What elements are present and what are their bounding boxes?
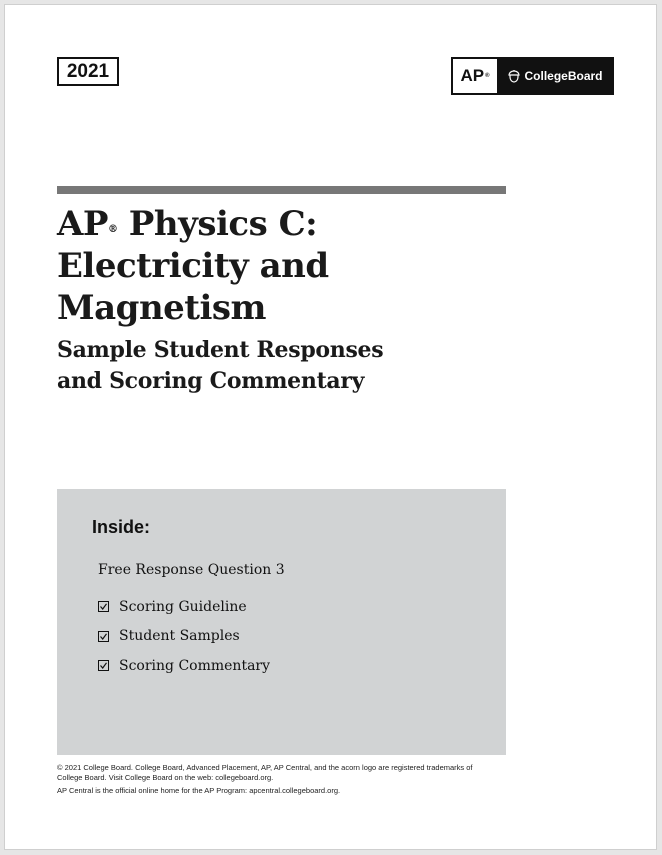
registered-mark: ® [485,73,490,79]
list-item [98,622,270,652]
acorn-icon [508,70,520,83]
document-subtitle [57,335,507,397]
list-item [98,651,270,681]
checkbox-checked-icon [98,631,109,642]
ap-logo-text: AP [460,66,485,85]
registered-mark: ® [107,224,118,235]
copyright-notice: © 2021 College Board. College Board, Advanced Placement, AP, AP Central, and the acorn logo are registered trademarks of College Board. Visit College Board on the web: collegeboard.org. [57,763,473,782]
year-badge: 2021 [57,57,119,86]
subtitle-line-1: Sample Student Responses [57,337,384,363]
title-rule [57,186,506,194]
ap-central-notice: AP Central is the official online home for the AP Program: apcentral.collegeboard.org. [57,786,341,795]
list-item-label: Student Samples [119,628,240,645]
footer [57,763,497,796]
checkbox-checked-icon [98,660,109,671]
inside-box [57,489,506,755]
list-item-label: Scoring Commentary [119,657,271,674]
inside-heading: Inside: [92,517,151,537]
ap-college-board-logo [451,57,614,95]
list-item [98,592,270,622]
contents-list [98,592,270,681]
title-line-3: Magnetism [57,288,267,328]
college-board-logo-text: CollegeBoard [524,69,603,83]
ap-logo [453,59,499,93]
list-item-label: Scoring Guideline [119,598,247,615]
title-line-1: AP® Physics C: [57,204,318,244]
document-title [57,203,507,329]
subtitle-line-2: and Scoring Commentary [57,368,365,394]
checkbox-checked-icon [98,601,109,612]
title-line-2: Electricity and [57,246,329,286]
question-label: Free Response Question 3 [98,562,285,578]
college-board-logo [499,59,612,93]
document-page [4,4,657,850]
